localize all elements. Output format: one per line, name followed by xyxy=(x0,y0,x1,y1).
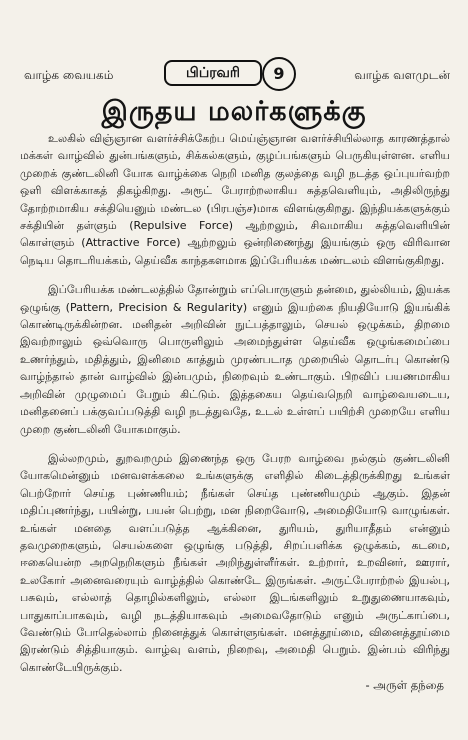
month-label: பிப்ரவரி xyxy=(164,60,262,86)
page-title: இருதய மலர்களுக்கு xyxy=(101,96,367,127)
header-right-motto: வாழ்க வளமுடன் xyxy=(354,68,450,82)
day-number: 9 xyxy=(262,57,296,91)
header-left-motto: வாழ்க வையகம் xyxy=(24,68,114,82)
paragraph: இப்பேரியக்க மண்டலத்தில் தோன்றும் எப்பொருளும் தன்மை, துல்லியம், இயக்க ஒழுங்கு (Pattern, Precision & Regularity) எனும் இயற்கை நியதியோடு இயங்கிக் கொண்டிருக்கின்றன. மனிதன் அறிவின் நுட்பத்தாலும், செயல் ஒழுக்கம், திறமை இவற்றாலும் ஒவ்வொரு பொருளிலும் அமைந்துள்ள தெய்வீக ஒழுங்கமைப்பை உணர்ந்தும், மதித்தும், இனிமை காத்தும் முரண்படாத முறையில் தொடர்பு கொண்டு வாழ்ந்தால் தான் வாழ்வில் இன்பமும், நிறைவும் உண்டாகும். பிறவிப் பயணமாகிய அறிவின் முழுமைப் பேறும் கிட்டும். இத்தகைய தெய்வநெறி வாழ்வையடைய, மனிதனைப் பக்குவப்படுத்தி வழி நடத்துவதே, உடல் உள்ளப் பயிற்சி முறையே எளிய முறை குண்டலினி யோகமாகும். xyxy=(20,283,450,436)
article-body xyxy=(20,130,450,688)
paragraph: உலகில் விஞ்ஞான வளர்ச்சிக்கேற்ப மெய்ஞ்ஞான வளர்ச்சியில்லாத காரணத்தால் மக்கள் வாழ்வில் துன்பங்களும், சிக்கல்களும், குழப்பங்களும் பெருகியுள்ளன. எளிய முறைக் குண்டலினி யோக வாழ்க்கை நெறி மனித குலத்தை வழி நடத்த ஒப்புயர்வற்ற ஒளி விளக்காகத் திகழ்கிறது. அரூட் பேராற்றலாகிய சுத்தவெளியும், அதிலிருந்து தோற்றமாகிய சக்தியெனும் மண்டல (பிரபஞ்ச)மாக விளங்குகிறது. இந்தியக்களுக்கும் சக்தியின் தள்ளும் (Repulsive Force) ஆற்றலும், சிவமாகிய சுத்தவெளியின் கொள்ளும் (Attractive Force) ஆற்றலும் ஒன்றிணைந்து இயங்கும் ஒரு விரிவான நெடிய தொடரியக்கம், தெய்வீக காந்தகளமாக இப்பேரியக்க மண்டலம் விளங்குகிறது. xyxy=(20,132,450,267)
signature: - அருள் தந்தை xyxy=(365,678,444,692)
paragraph: இல்லறமும், துறவறமும் இணைந்த ஒரு பேரற வாழ்வை நல்கும் குண்டலினி யோகமென்னும் மனவளக்கலை உங்களுக்கு எளிதில் கிடைத்திருக்கிறது உங்கள் பெற்றோர் செய்த புண்ணியம்; நீங்கள் செய்த புண்ணியமும் ஆகும். இதன் மதிப்புணர்ந்து, பயின்று, பயன் பெற்று, மன நிறைவோடு, அமைதியோடு வாழுங்கள். உங்கள் மனதை வளப்படுத்த ஆக்கினை, துரியம், துரியாதீதம் என்னும் தவமுறைகளும், செயல்களை ஒழுங்கு படுத்தி, சிறப்பளிக்க ஒழுக்கம், கடமை, ஈகையென்ற அறநெறிகளும் நீங்கள் அறிந்துள்ளீர்கள். உற்றார், உறவினர், ஊரார், உலகோர் அனைவரையும் வாழ்த்தில் கொண்டே இருங்கள். அருட்பேராற்றல் இயல்பு, பசுவும், எல்லாத் தொழில்களிலும், எல்லா இடங்களிலும் உறுதுணையாகவும், பாதுகாப்பாகவும், வழி நடத்தியாகவும் அமைவதோடும் எனும் அருட்காப்பை, வேண்டும் போதெல்லாம் நினைத்துக் கொள்ளுங்கள். மனத்தூய்மை, வினைத்தூய்மை இரண்டும் சித்தியாகும். வாழ்வு வளம், நிறைவு, அமைதி பெறும். இன்பம் விரிந்து கொண்டேயிருக்கும். xyxy=(20,451,450,674)
page-header xyxy=(0,60,468,96)
